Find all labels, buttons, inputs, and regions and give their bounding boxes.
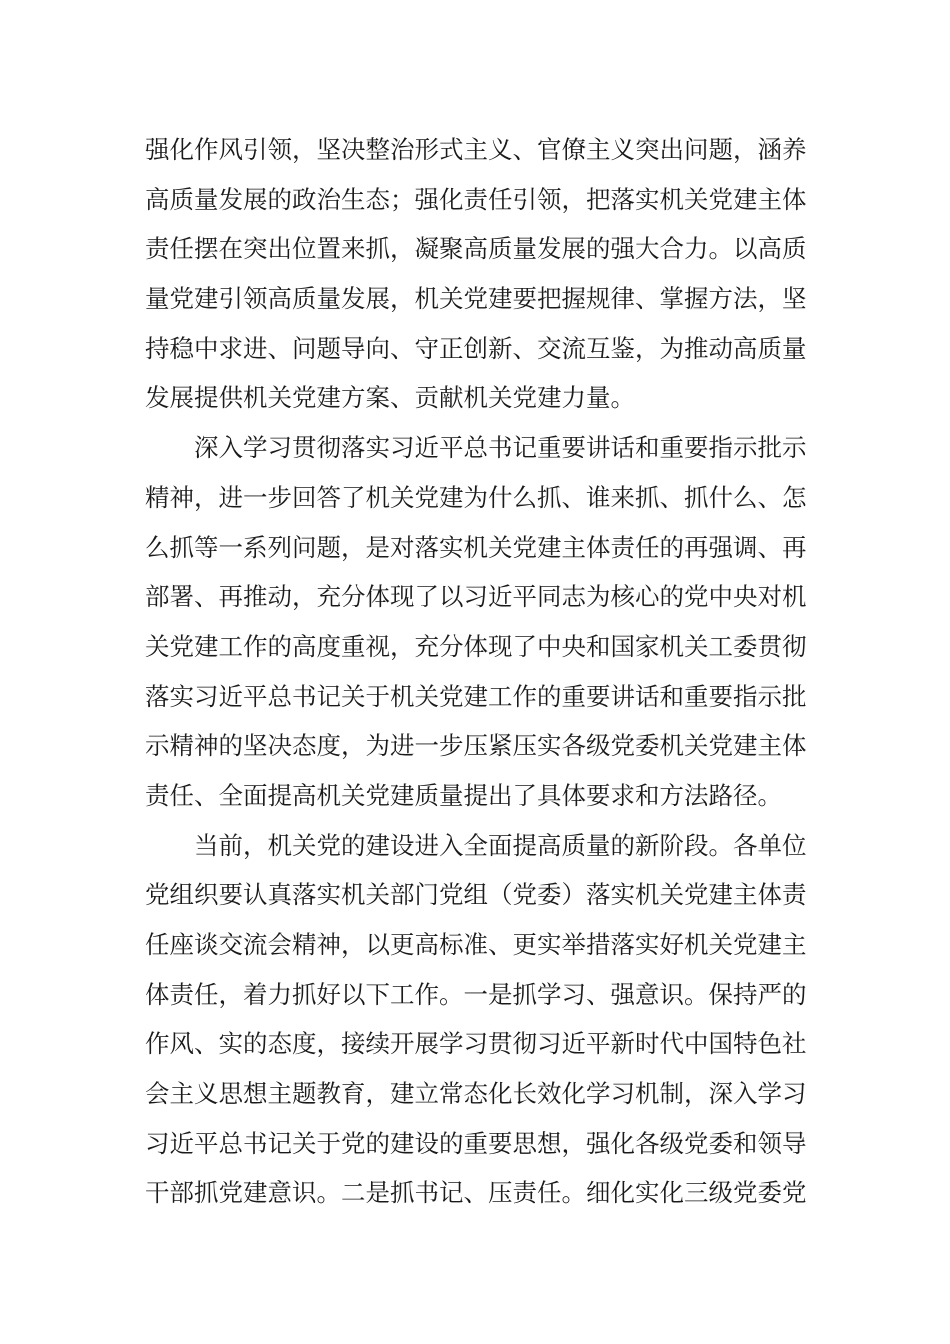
text-line: 责任摆在突出位置来抓，凝聚高质量发展的强大合力。以高质 xyxy=(145,234,807,264)
text-line: 关党建工作的高度重视，充分体现了中央和国家机关工委贯彻 xyxy=(145,631,807,661)
body-text xyxy=(145,125,807,1218)
paragraph-first-line: 深入学习贯彻落实习近平总书记重要讲话和重要指示批示 xyxy=(194,433,807,463)
text-line: 习近平总书记关于党的建设的重要思想，强化各级党委和领导 xyxy=(145,1128,807,1158)
text-line: 强化作风引领，坚决整治形式主义、官僚主义突出问题，涵养 xyxy=(145,135,807,164)
text-line: 么抓等一系列问题，是对落实机关党建主体责任的再强调、再 xyxy=(145,532,807,562)
text-line: 体责任，着力抓好以下工作。一是抓学习、强意识。保持严的 xyxy=(145,979,807,1009)
text-line: 任座谈交流会精神，以更高标准、更实举措落实好机关党建主 xyxy=(145,930,807,959)
text-line: 作风、实的态度，接续开展学习贯彻习近平新时代中国特色社 xyxy=(145,1029,807,1059)
text-line: 干部抓党建意识。二是抓书记、压责任。细化实化三级党委党 xyxy=(145,1178,807,1208)
text-line: 部署、再推动，充分体现了以习近平同志为核心的党中央对机 xyxy=(145,582,807,612)
text-line: 党组织要认真落实机关部门党组（党委）落实机关党建主体责 xyxy=(145,880,807,910)
text-line: 发展提供机关党建方案、贡献机关党建力量。 xyxy=(145,383,635,413)
text-line: 落实习近平总书记关于机关党建工作的重要讲话和重要指示批 xyxy=(145,681,807,711)
paragraph-first-line: 当前，机关党的建设进入全面提高质量的新阶段。各单位 xyxy=(194,830,807,860)
text-line: 量党建引领高质量发展，机关党建要把握规律、掌握方法，坚 xyxy=(145,284,807,314)
text-line: 高质量发展的政治生态；强化责任引领，把落实机关党建主体 xyxy=(145,184,807,214)
text-line: 责任、全面提高机关党建质量提出了具体要求和方法路径。 xyxy=(145,780,782,810)
text-line: 示精神的坚决态度，为进一步压紧压实各级党委机关党建主体 xyxy=(145,731,807,761)
text-line: 精神，进一步回答了机关党建为什么抓、谁来抓、抓什么、怎 xyxy=(145,482,807,512)
text-line: 会主义思想主题教育，建立常态化长效化学习机制，深入学习 xyxy=(145,1079,807,1109)
text-line: 持稳中求进、问题导向、守正创新、交流互鉴，为推动高质量 xyxy=(145,333,807,363)
